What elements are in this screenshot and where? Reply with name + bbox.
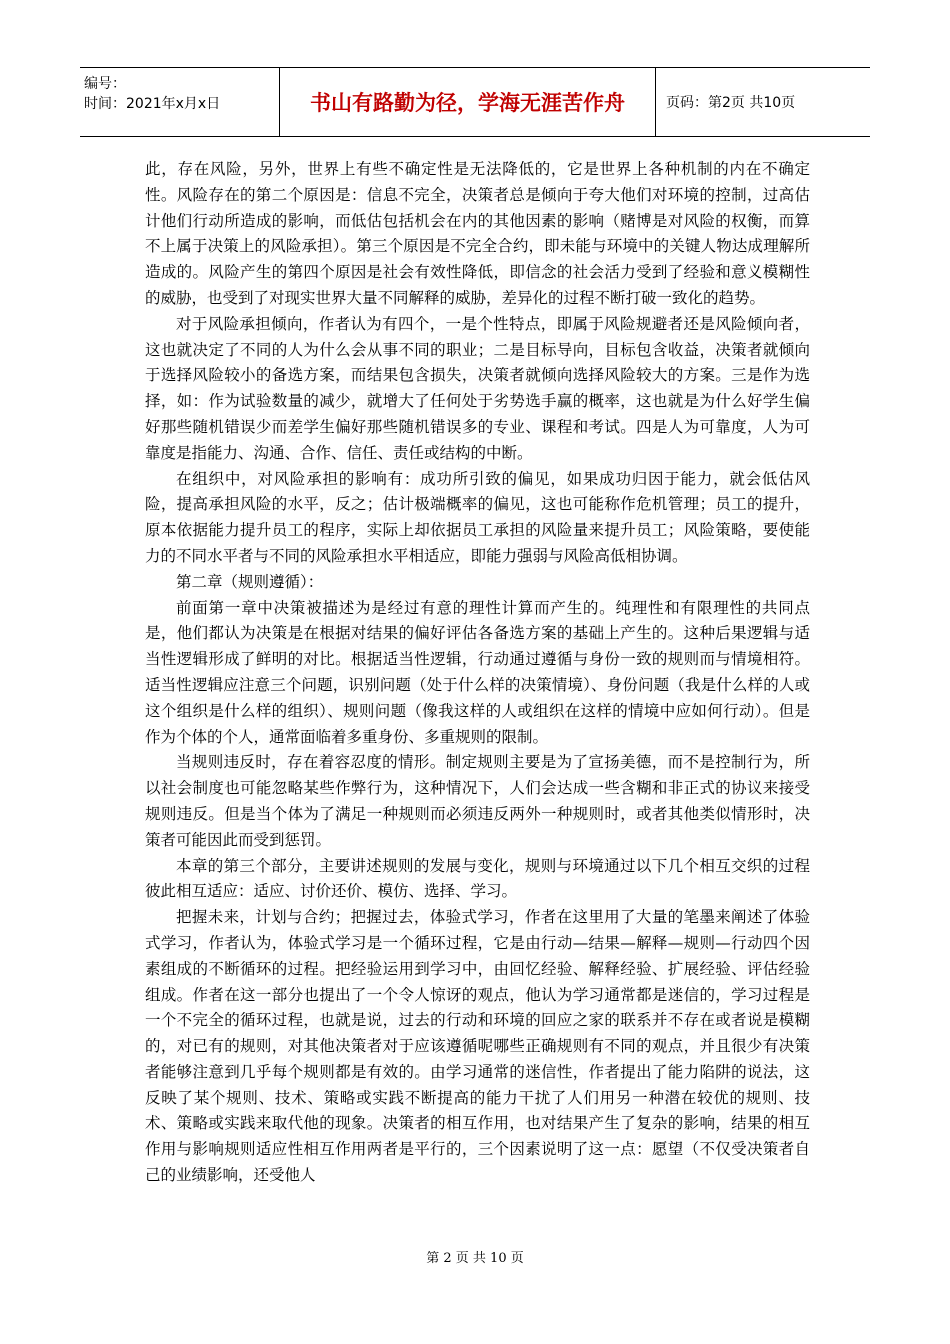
body-paragraph: 对于风险承担倾向，作者认为有四个，一是个性特点，即属于风险规避者还是风险倾向者，这也就决定了不同的人为什么会从事不同的职业；二是目标导向，目标包含收益，决策者就倾向于选择风险较小的备选方案，而结果包含损失，决策者就倾向选择风险较大的方案。三是作为选择，如：作为试验数量的减少，就增大了任何处于劣势选手赢的概率，这也就是为什么好学生偏好那些随机错误少而差学生偏好那些随机错误多的专业、课程和考试。四是人为可靠度，人为可靠度是指能力、沟通、合作、信任、责任或结构的中断。	[145, 314, 810, 462]
body-paragraph: 当规则违反时，存在着容忍度的情形。制定规则主要是为了宣扬美德，而不是控制行为，所以社会制度也可能忽略某些作弊行为，这种情况下，人们会达成一些含糊和非正式的协议来接受规则违反。但是当个体为了满足一种规则而必须违反两外一种规则时，或者其他类似情形时，决策者可能因此而受到惩罚。	[145, 753, 810, 849]
body-paragraph: 本章的第三个部分，主要讲述规则的发展与变化，规则与环境通过以下几个相互交织的过程彼此相互适应：适应、讨价还价、模仿、选择、学习。	[145, 856, 810, 901]
body-paragraph: 在组织中，对风险承担的影响有：成功所引致的偏见，如果成功归因于能力，就会低估风险，提高承担风险的水平，反之；估计极端概率的偏见，这也可能称作危机管理；员工的提升，原本依据能力提升员工的程序，实际上却依据员工承担的风险量来提升员工；风险策略，要使能力的不同水平者与不同的风险承担水平相适应，即能力强弱与风险高低相协调。	[145, 469, 810, 565]
header-motto: 书山有路勤为径，学海无涯苦作舟	[280, 68, 656, 136]
page-footer: 第 2 页 共 10 页	[426, 1251, 524, 1266]
header-meta-cell	[80, 68, 280, 136]
document-number-label: 编号：	[84, 76, 126, 92]
body-paragraph: 前面第一章中决策被描述为是经过有意的理性计算而产生的。纯理性和有限理性的共同点是，他们都认为决策是在根据对结果的偏好评估各备选方案的基础上产生的。这种后果逻辑与适当性逻辑形成了鲜明的对比。根据适当性逻辑，行动通过遵循与身份一致的规则而与情境相符。适当性逻辑应注意三个问题，识别问题（处于什么样的决策情境）、身份问题（我是什么样的人或这个组织是什么样的组织）、规则问题（像我这样的人或组织在这样的情境中应如何行动）。但是作为个体的个人，通常面临着多重身份、多重规则的限制。	[145, 598, 810, 746]
header-page-info: 页码：第2页 共10页	[666, 95, 796, 111]
document-body	[145, 157, 810, 1189]
body-paragraph: 此，存在风险，另外，世界上有些不确定性是无法降低的，它是世界上各种机制的内在不确定性。风险存在的第二个原因是：信息不完全，决策者总是倾向于夸大他们对环境的控制，过高估计他们行动所造成的影响，而低估包括机会在内的其他因素的影响（赌博是对风险的权衡，而算不上属于决策上的风险承担）。第三个原因是不完全合约，即未能与环境中的关键人物达成理解所造成的。风险产生的第四个原因是社会有效性降低，即信念的社会活力受到了经验和意义模糊性的威胁，也受到了对现实世界大量不同解释的威胁，差异化的过程不断打破一致化的趋势。	[145, 160, 810, 307]
document-date-label: 时间：2021年x月x日	[84, 96, 221, 112]
body-paragraph: 把握未来，计划与合约；把握过去，体验式学习，作者在这里用了大量的笔墨来阐述了体验式学习，作者认为，体验式学习是一个循环过程，它是由行动—结果—解释—规则—行动四个因素组成的不断循环的过程。把经验运用到学习中，由回忆经验、解释经验、扩展经验、评估经验组成。作者在这一部分也提出了一个令人惊讶的观点，他认为学习通常都是迷信的，学习过程是一个不完全的循环过程，也就是说，过去的行动和环境的回应之家的联系并不存在或者说是模糊的，对已有的规则，对其他决策者对于应该遵循呢哪些正确规则有不同的观点，并且很少有决策者能够注意到几乎每个规则都是有效的。由学习通常的迷信性，作者提出了能力陷阱的说法，这反映了某个规则、技术、策略或实践不断提高的能力干扰了人们用另一种潜在较优的规则、技术、策略或实践来取代他的现象。决策者的相互作用，也对结果产生了复杂的影响，结果的相互作用与影响规则适应性相互作用两者是平行的，三个因素说明了这一点：愿望（不仅受决策者自己的业绩影响，还受他人	[145, 908, 810, 1185]
page-header	[80, 67, 870, 137]
chapter-heading: 第二章（规则遵循）：	[176, 572, 324, 591]
